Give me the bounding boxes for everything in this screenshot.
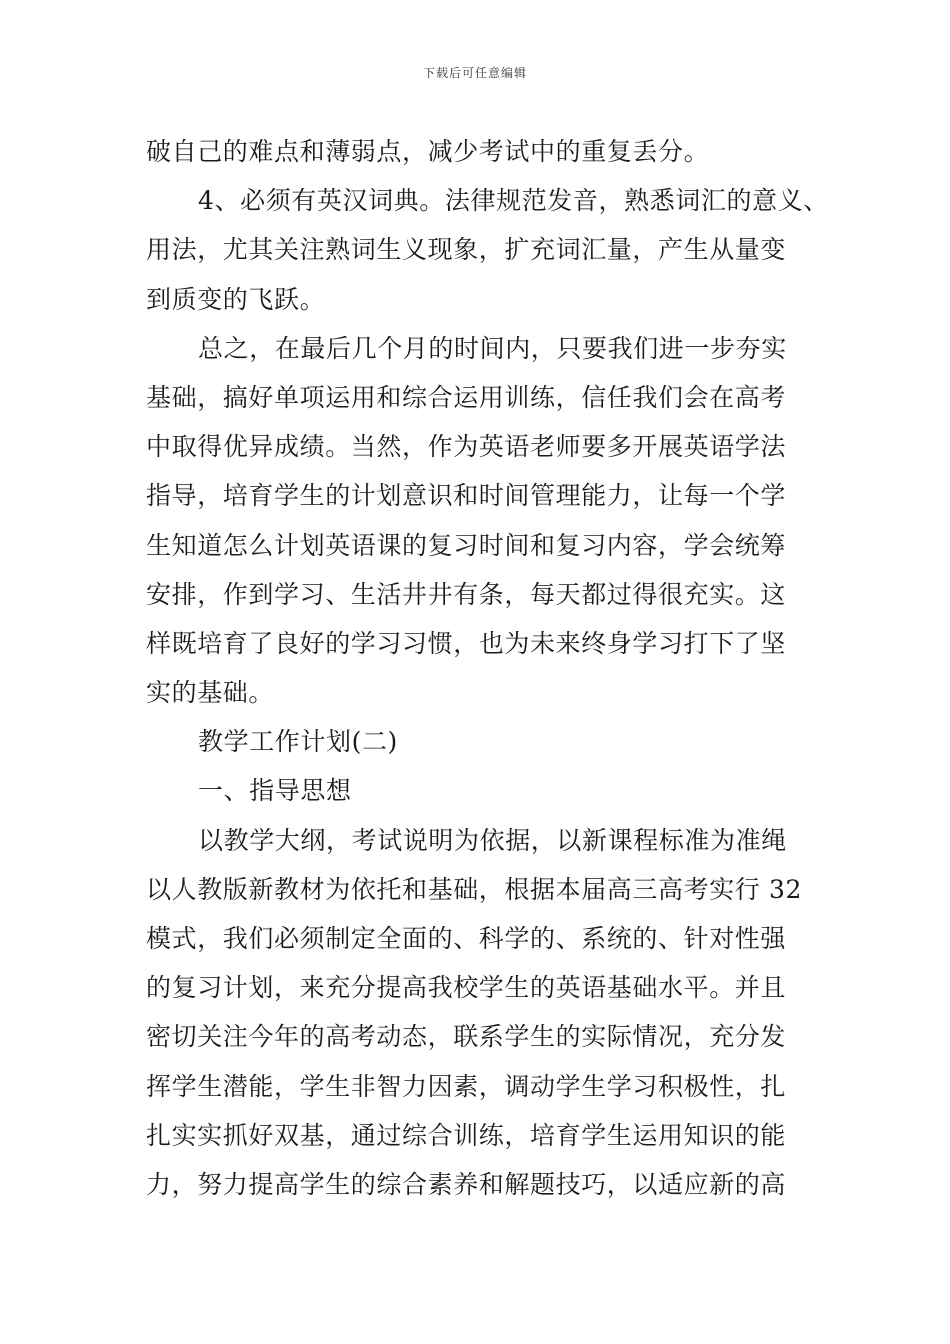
page-header: 下载后可任意编辑 (422, 66, 527, 80)
text-line: 样既培育了良好的学习习惯，也为未来终身学习打下了坚 (146, 628, 787, 658)
text-line: 生知道怎么计划英语课的复习时间和复习内容，学会统筹 (146, 530, 787, 560)
text-line: 基础，搞好单项运用和综合运用训练，信任我们会在高考 (146, 382, 787, 412)
section-heading: 一、指导思想 (198, 776, 352, 806)
text-line: 实的基础。 (146, 678, 275, 708)
text-line: 模式，我们必须制定全面的、科学的、系统的、针对性强 (146, 924, 787, 953)
text-line: 的复习计划，来充分提高我校学生的英语基础水平。并且 (146, 973, 787, 1003)
text-line: 密切关注今年的高考动态，联系学生的实际情况，充分发 (146, 1022, 787, 1052)
document-body (146, 127, 829, 1209)
text-line: 以人教版新教材为依托和基础，根据本届高三高考实行 32 (146, 874, 802, 904)
text-line: 扎实实抓好双基，通过综合训练，培育学生运用知识的能 (146, 1120, 787, 1150)
text-line: 到质变的飞跃。 (146, 284, 326, 314)
text-line: 指导，培育学生的计划意识和时间管理能力，让每一个学 (146, 481, 787, 511)
text-line: 力，努力提高学生的综合素养和解题技巧，以适应新的高 (146, 1169, 787, 1199)
text-line: 总之，在最后几个月的时间内，只要我们进一步夯实 (198, 333, 787, 363)
section-title: 教学工作计划(二) (198, 727, 398, 757)
text-line: 破自己的难点和薄弱点，减少考试中的重复丢分。 (146, 137, 710, 166)
text-line: 以教学大纲，考试说明为依据，以新课程标准为准绳 (198, 825, 787, 855)
text-line: 中取得优异成绩。当然，作为英语老师要多开展英语学法 (146, 432, 787, 462)
text-line: 安排，作到学习、生活井井有条，每天都过得很充实。这 (146, 579, 787, 609)
text-line: 挥学生潜能，学生非智力因素，调动学生学习积极性，扎 (146, 1071, 787, 1101)
text-line: 用法，尤其关注熟词生义现象，扩充词汇量，产生从量变 (146, 235, 787, 265)
text-line: 4、必须有英汉词典。法律规范发音，熟悉词汇的意义、 (198, 186, 829, 216)
